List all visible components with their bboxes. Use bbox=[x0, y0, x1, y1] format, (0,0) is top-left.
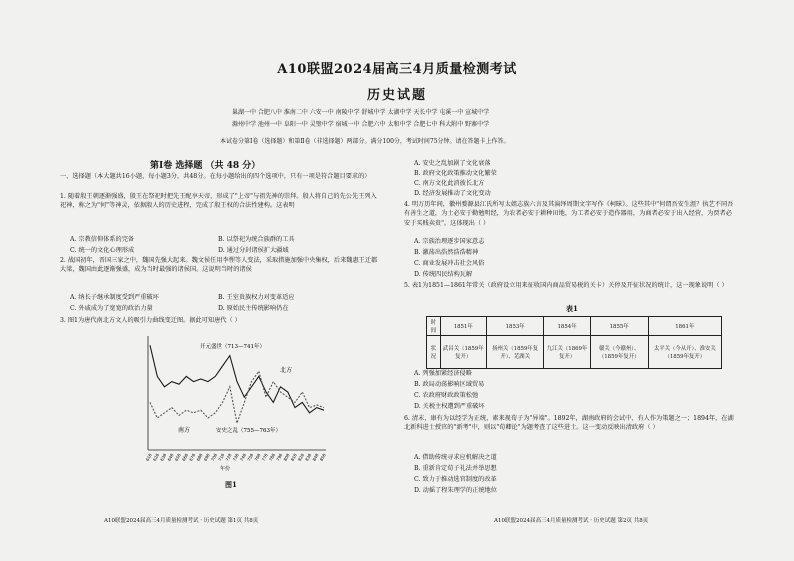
x-tick-label: 708 bbox=[209, 452, 219, 462]
q6-option-b[interactable]: B. 重新肯定荀子礼法并举思想 bbox=[414, 465, 497, 472]
q6-option-c[interactable]: C. 致力于推动选官制度的改革 bbox=[414, 476, 497, 483]
series-line-1 bbox=[150, 345, 324, 413]
table-header-cell: 1861年 bbox=[648, 317, 721, 336]
x-tick-label: 758 bbox=[246, 452, 255, 462]
x-tick-label: 698 bbox=[202, 452, 211, 462]
series-line-2 bbox=[150, 371, 324, 423]
exam-note: 本试卷分第Ⅰ卷（选择题）和第Ⅱ卷（非选择题）两部分。满分100分，考试时间75分钟。请在答题卡上作答。 bbox=[220, 138, 510, 145]
footer-right: A10联盟2024届高三4月质量检测考试 · 历史试题 第2页 共8页 bbox=[494, 518, 649, 524]
x-tick-label: 788 bbox=[267, 452, 277, 462]
label-north: 北方 bbox=[280, 367, 293, 374]
q1-option-a[interactable]: A. 宗教信仰体系的完备 bbox=[70, 236, 135, 243]
x-tick-label: 858 bbox=[318, 452, 327, 462]
label-anshi-rebellion: 安史之乱（755—763年） bbox=[216, 428, 281, 434]
q2-option-c[interactable]: C. 外戚成为了宽宽的政治力量 bbox=[70, 305, 153, 312]
table-row bbox=[427, 336, 722, 369]
table-header-cell: 1853年 bbox=[486, 317, 543, 336]
q4-option-b[interactable]: B. 激荡出浩然浩浩精神 bbox=[414, 249, 479, 256]
table-header-cell: 时间 bbox=[427, 317, 441, 336]
q6-option-d[interactable]: D. 动摇了程朱理学的正统地位 bbox=[414, 487, 497, 494]
school-list-row2: 滁州中学 池州一中 阜阳一中 灵璧中学 宿城一中 合肥六中 太和中学 合肥七中 科大附中 野寨中学 bbox=[232, 121, 490, 128]
x-tick-label: 818 bbox=[289, 452, 298, 462]
q1-option-d[interactable]: D. 通过分封诸侯扩大疆域 bbox=[218, 247, 289, 254]
q3-option-b[interactable]: B. 政府文化政策推动文化繁荣 bbox=[414, 170, 497, 177]
table-cell: 赣关（今赣州）、（1859年复开） bbox=[590, 336, 648, 369]
page-title: A10联盟2024届高三4月质量检测考试 bbox=[277, 62, 517, 77]
table-header-cell: 1851年 bbox=[440, 317, 486, 336]
x-tick-label: 648 bbox=[166, 452, 175, 462]
x-tick-label: 848 bbox=[311, 452, 320, 462]
x-tick-label: 668 bbox=[180, 452, 190, 462]
q1-option-b[interactable]: B. 以祭祀为统合族群的工具 bbox=[218, 236, 295, 243]
q2-option-b[interactable]: B. 王室贵族权力对变革适应 bbox=[218, 294, 295, 301]
figure-1-caption: 图1 bbox=[225, 480, 237, 489]
figure-1-chart bbox=[140, 332, 330, 472]
x-axis-label: 年份 bbox=[220, 466, 231, 472]
q5-option-a[interactable]: A. 列强加紧经济侵略 bbox=[414, 370, 472, 377]
table-header-cell: 1854年 bbox=[544, 317, 590, 336]
footer-left: A10联盟2024届高三4月质量检测考试 · 历史试题 第1页 共8页 bbox=[104, 518, 259, 524]
x-tick-label: 768 bbox=[253, 452, 262, 462]
x-tick-label: 618 bbox=[144, 452, 153, 462]
q4-option-c[interactable]: C. 商业发展冲击社会风俗 bbox=[414, 260, 485, 267]
question-5-stem: 5. 表1为1851—1861年常关（政府设立用来征收国内商品贸易税的关卡）关停及开征状况的统计，这一现象说明（ ） bbox=[404, 282, 728, 289]
q3-option-d[interactable]: D. 经济发展推动了文化变动 bbox=[414, 190, 491, 197]
question-2-stem: 2. 战国初年，晋国三家之中，魏国先强大起来。魏文侯任用李悝等人变法，采取措施加强中央集权，后来魏惠王迁都大梁，魏国由此逐渐强盛，成为当时最强的诸侯国。这说明当时的诸侯 bbox=[60, 257, 378, 274]
table-cell: 太平关（今从开）、淮安关（1859年复开） bbox=[648, 336, 721, 369]
x-tick-label: 628 bbox=[151, 452, 161, 462]
label-south: 南方 bbox=[178, 427, 191, 434]
table-cell: 状况 bbox=[427, 336, 441, 369]
x-tick-label: 798 bbox=[275, 452, 284, 462]
q6-option-a[interactable]: A. 借助传统寻求应机解决之道 bbox=[414, 454, 497, 461]
x-tick-label: 688 bbox=[195, 452, 204, 462]
q5-option-c[interactable]: C. 农政府财政政策松弛 bbox=[414, 392, 479, 399]
table-1-title: 表1 bbox=[566, 304, 578, 313]
table-header-row bbox=[427, 317, 722, 336]
x-tick-label: 658 bbox=[173, 452, 182, 462]
x-tick-label: 778 bbox=[260, 452, 269, 462]
table-cell: 扬州关（1859年复开）、芜湖关 bbox=[486, 336, 543, 369]
q3-option-a[interactable]: A. 安史之乱加剧了文化衰落 bbox=[414, 160, 491, 167]
table-cell: 武昌关（1859年复开） bbox=[440, 336, 486, 369]
q2-option-d[interactable]: D. 原始民主传统影响仍在 bbox=[218, 305, 289, 312]
table-header-cell: 1855年 bbox=[590, 317, 648, 336]
section-instruction: 一、选择题（本大题共16小题，每小题3分，共48分。在每小题给出的四个选项中，只有一项是符合题目要求的） bbox=[60, 173, 371, 180]
q3-option-c[interactable]: C. 南方文化此消彼长北方 bbox=[414, 180, 485, 187]
question-3-stem: 3. 图1为唐代南北方文人的吸引力曲线变迁图。据此可知唐代（ ） bbox=[60, 317, 241, 324]
question-4-stem: 4. 明万历年间，徽州婺源县江氏所写太姐志族六言及其演绎周期文字写作《柯昧》。这些其中"何谓吾安生涯？执艺不同吾有善生之道，为士必安于勤勉明经，为农者必安于耕种田地，为工者必安于造作器用，为商者必安于出入经营，为贾者必安于买贱卖贵"。这体现出（ ） bbox=[404, 201, 734, 227]
x-tick-label: 838 bbox=[304, 452, 313, 462]
q5-option-d[interactable]: D. 关税主权遭到严重破坏 bbox=[414, 403, 485, 410]
school-list-row1: 巢湖一中 合肥八中 淮南二中 六安一中 南陵中学 舒城中学 太湖中学 天长中学 屯溪一中 宣城中学 bbox=[232, 109, 490, 116]
x-tick-label: 828 bbox=[296, 452, 306, 462]
x-tick-label: 638 bbox=[159, 452, 168, 462]
table-cell: 九江关（1869年复开） bbox=[544, 336, 590, 369]
q5-option-b[interactable]: B. 政局动荡影响区域贸易 bbox=[414, 381, 485, 388]
question-6-stem: 6. 清末，康有为以经学为正统，素来视荀子为"异端"。1892年，湖南政府的会试中，有人作为策题之一；1894年，在湖北新科进士授官的"新考"中，则以"荀卿论"为题考查了这些进士。这一变动反映出清政府（ ） bbox=[404, 415, 734, 432]
q2-option-a[interactable]: A. 纳长子继承制度受到严重破坏 bbox=[70, 294, 159, 301]
question-1-stem: 1. 随着殷王朝逐渐强盛，殷王在祭祀时把先王配享天帝，形成了"上帝"与祖先神的崇拜。殷人将自己的先公先王列入祀神，称之为"何"等神灵，依据殷人的历史进程，完成了殷王权的合法性建构。这表明 bbox=[60, 193, 377, 210]
page-subtitle: 历史试题 bbox=[366, 88, 427, 103]
x-tick-label: 718 bbox=[217, 452, 226, 462]
q1-option-c[interactable]: C. 统一的文化心理形成 bbox=[70, 247, 135, 254]
q4-option-a[interactable]: A. 宗族治理逐步国家意志 bbox=[414, 238, 485, 245]
x-tick-label: 738 bbox=[231, 452, 240, 462]
q4-option-d[interactable]: D. 传统四民结构瓦解 bbox=[414, 271, 473, 278]
x-tick-label: 748 bbox=[238, 452, 248, 462]
section-heading: 第Ⅰ卷 选择题 （共 48 分） bbox=[150, 161, 261, 171]
label-kaiyuan: 开元盛世（713—741年） bbox=[200, 344, 265, 350]
x-tick-label: 808 bbox=[282, 452, 291, 462]
x-tick-label: 678 bbox=[188, 452, 197, 462]
table-1 bbox=[426, 316, 722, 369]
x-tick-label: 728 bbox=[224, 452, 233, 462]
